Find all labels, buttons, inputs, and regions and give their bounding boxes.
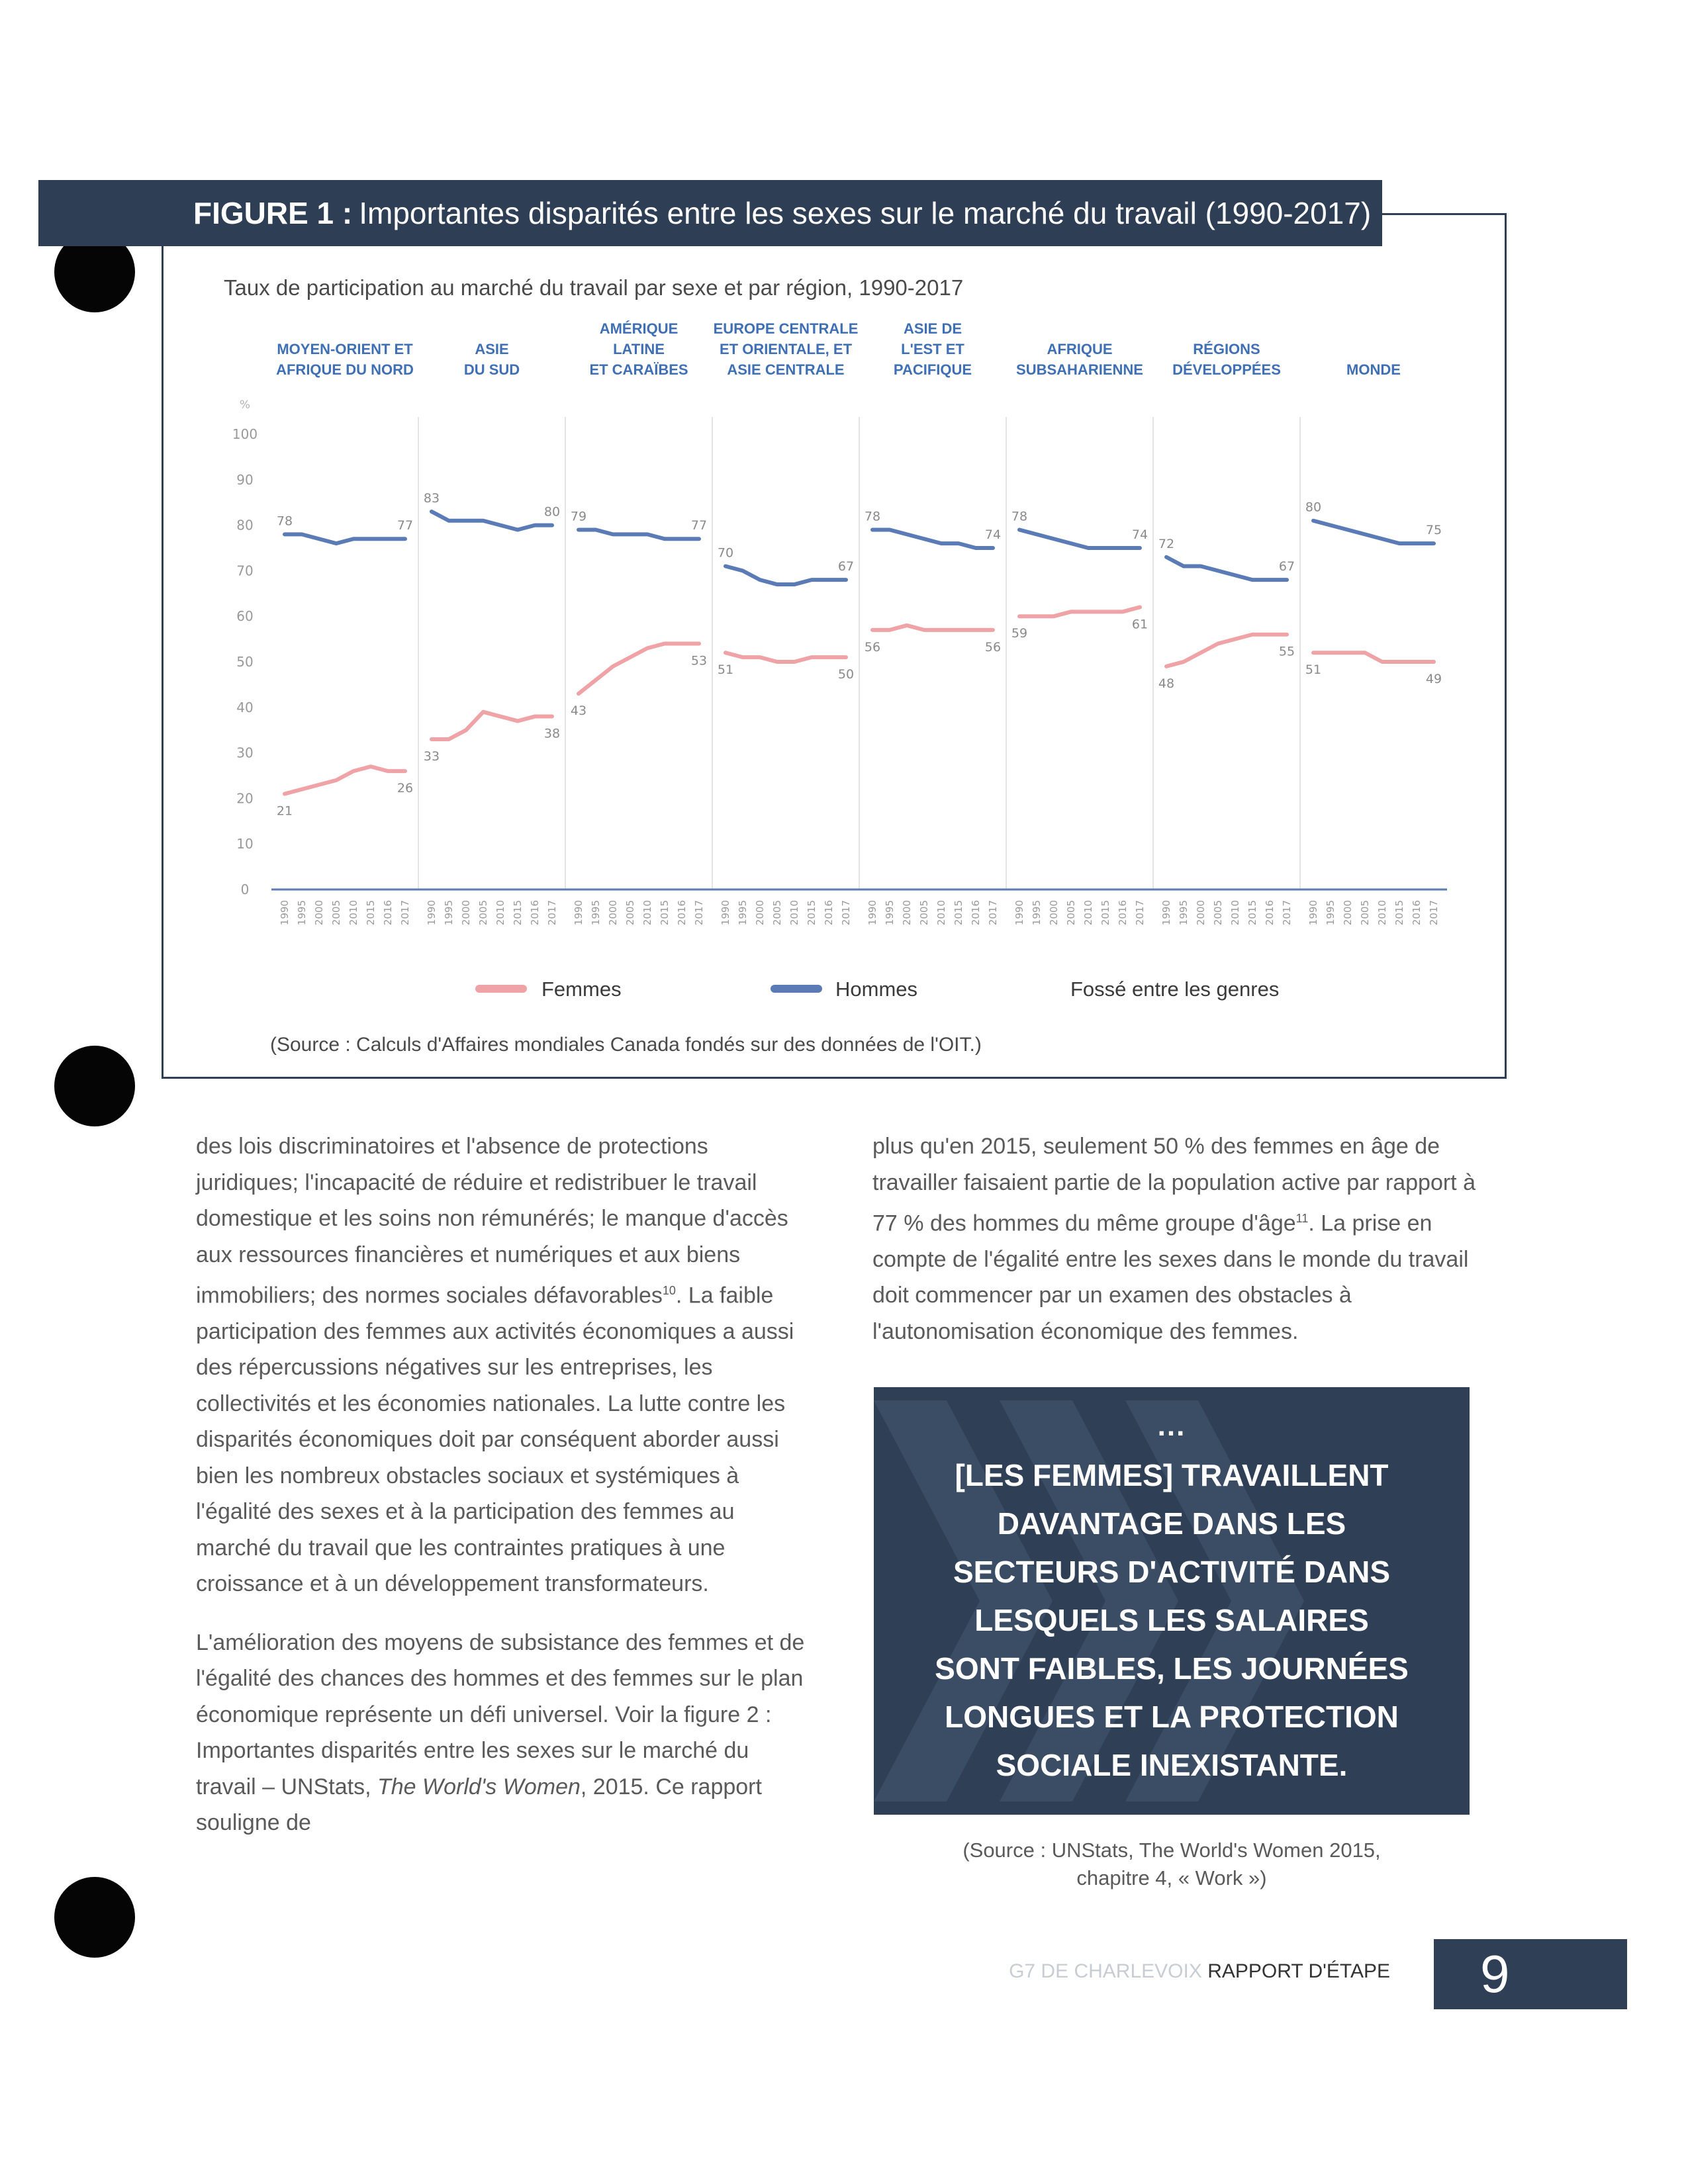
data-label-femmes-end: 50 xyxy=(837,667,855,682)
region-label: ASIE CENTRALE xyxy=(727,361,845,378)
x-tick-label: 2010 xyxy=(1229,900,1241,926)
x-tick-label: 2015 xyxy=(953,900,964,926)
x-tick-label: 2000 xyxy=(754,900,766,926)
x-tick-label: 1995 xyxy=(737,900,749,926)
series-line-femmes xyxy=(432,712,552,739)
x-tick-label: 2017 xyxy=(399,900,411,926)
x-tick-label: 2015 xyxy=(512,900,524,926)
body-right-paragraph-1: plus qu'en 2015, seulement 50 % des femmes en âge de travailler faisaient partie de la population active par rapport à 77 % des hommes du même groupe d'âge$^{11}$. La prise en compte de l'égalité entre les sexes dans le monde du travail doit commencer par un examen des obstacles à l'autonomisation économique des femmes. xyxy=(872,1134,1476,1344)
series-line-femmes xyxy=(579,643,699,694)
data-label-femmes-end: 61 xyxy=(1131,617,1149,632)
region-label: ET CARAÏBES xyxy=(589,361,688,378)
data-label-hommes-start: 70 xyxy=(717,545,734,561)
region-label: PACIFIQUE xyxy=(893,361,972,378)
x-tick-label: 2000 xyxy=(901,900,913,926)
region-label: MOYEN-ORIENT ET xyxy=(277,341,413,357)
x-tick-label: 2016 xyxy=(823,900,835,926)
footer-label: RAPPORT D'ÉTAPE xyxy=(1207,1960,1390,1982)
data-label-hommes-start: 83 xyxy=(423,490,440,506)
data-label-femmes-end: 26 xyxy=(397,781,414,796)
y-tick-label: 0 xyxy=(240,882,250,897)
x-tick-label: 1995 xyxy=(443,900,455,926)
data-label-femmes-end: 53 xyxy=(690,653,708,668)
x-tick-label: 2005 xyxy=(624,900,636,926)
x-tick-label: 2017 xyxy=(840,900,852,926)
footer-report-title xyxy=(1009,1960,1390,1983)
y-tick-label: 100 xyxy=(232,426,258,442)
body-column-left xyxy=(196,1128,812,1864)
data-label-femmes-start: 51 xyxy=(1305,662,1322,678)
x-tick-label: 2010 xyxy=(348,900,359,926)
x-tick-label: 2010 xyxy=(935,900,947,926)
x-tick-label: 2016 xyxy=(1264,900,1276,926)
x-tick-label: 2016 xyxy=(1411,900,1423,926)
data-label-femmes-start: 51 xyxy=(717,662,734,678)
legend-label-gap: Fossé entre les genres xyxy=(1070,978,1280,1001)
region-label: DU SUD xyxy=(463,361,520,378)
quote-source: (Source : UNStats, The World's Women 2015, chapitre 4, « Work ») xyxy=(962,1839,1381,1889)
series-line-hommes xyxy=(726,567,846,585)
x-tick-label: 2005 xyxy=(1212,900,1224,926)
y-tick-label: 80 xyxy=(236,517,254,533)
quote-line: LONGUES ET LA PROTECTION xyxy=(945,1699,1399,1734)
x-tick-label: 1995 xyxy=(884,900,896,926)
y-tick-label: 20 xyxy=(236,790,254,807)
region-label: SUBSAHARIENNE xyxy=(1016,361,1143,378)
region-label: ASIE DE xyxy=(903,320,962,337)
series-line-femmes xyxy=(1019,607,1140,616)
series-line-femmes xyxy=(1313,653,1434,662)
x-tick-label: 2015 xyxy=(365,900,377,926)
data-label-hommes-start: 79 xyxy=(570,509,587,524)
data-label-femmes-start: 56 xyxy=(864,639,881,655)
series-line-hommes xyxy=(872,529,993,548)
y-axis-unit: % xyxy=(239,398,251,412)
x-tick-label: 1990 xyxy=(1013,900,1025,926)
x-tick-label: 2016 xyxy=(970,900,982,926)
x-tick-label: 2015 xyxy=(659,900,671,926)
x-tick-label: 2015 xyxy=(1100,900,1111,926)
series-line-femmes xyxy=(726,653,846,662)
y-tick-label: 90 xyxy=(236,471,254,488)
data-label-hommes-start: 72 xyxy=(1158,536,1175,551)
x-tick-label: 2017 xyxy=(1281,900,1293,926)
data-label-hommes-start: 78 xyxy=(276,514,293,529)
series-line-hommes xyxy=(285,534,405,543)
x-tick-label: 2000 xyxy=(313,900,325,926)
x-tick-label: 2016 xyxy=(529,900,541,926)
x-tick-label: 2005 xyxy=(330,900,342,926)
x-tick-label: 2017 xyxy=(987,900,999,926)
x-tick-label: 2015 xyxy=(1246,900,1258,926)
data-label-hommes-end: 67 xyxy=(1278,559,1295,574)
y-tick-label: 60 xyxy=(236,608,254,625)
x-tick-label: 2000 xyxy=(1195,900,1207,926)
x-tick-label: 1990 xyxy=(279,900,291,926)
x-tick-label: 2010 xyxy=(1082,900,1094,926)
x-tick-label: 2000 xyxy=(1342,900,1354,926)
x-tick-label: 2015 xyxy=(1393,900,1405,926)
legend-label-hommes: Hommes xyxy=(835,978,918,1001)
series-line-hommes xyxy=(432,512,552,530)
binder-hole-bottom xyxy=(54,1877,135,1958)
data-label-hommes-end: 67 xyxy=(837,559,855,574)
x-tick-label: 2005 xyxy=(477,900,489,926)
footer-faint-label: G7 DE CHARLEVOIX xyxy=(1009,1960,1202,1982)
body-column-right xyxy=(872,1128,1481,1372)
data-label-hommes-end: 75 xyxy=(1425,523,1442,538)
x-tick-label: 2005 xyxy=(771,900,783,926)
y-tick-label: 10 xyxy=(236,836,254,852)
series-line-hommes xyxy=(1019,529,1140,548)
x-tick-label: 2005 xyxy=(1065,900,1077,926)
series-line-hommes xyxy=(1313,521,1434,543)
region-label: AFRIQUE xyxy=(1047,341,1113,357)
region-label: DÉVELOPPÉES xyxy=(1172,361,1281,378)
y-tick-label: 70 xyxy=(236,563,254,579)
data-label-hommes-end: 80 xyxy=(543,504,561,520)
x-tick-label: 1995 xyxy=(1325,900,1336,926)
data-label-hommes-start: 78 xyxy=(1011,509,1028,524)
data-label-hommes-end: 74 xyxy=(1131,527,1149,542)
x-tick-label: 1995 xyxy=(590,900,602,926)
x-tick-label: 1995 xyxy=(296,900,308,926)
data-label-femmes-end: 49 xyxy=(1425,672,1442,686)
x-tick-label: 2017 xyxy=(1428,900,1440,926)
data-label-hommes-end: 77 xyxy=(397,518,414,533)
series-line-femmes xyxy=(872,625,993,630)
region-label: LATINE xyxy=(613,341,665,357)
participation-chart xyxy=(0,0,1688,1085)
x-tick-label: 2016 xyxy=(1117,900,1129,926)
y-tick-label: 40 xyxy=(236,699,254,715)
figure-label: FIGURE 1 : xyxy=(193,196,353,230)
region-label: ET ORIENTALE, ET xyxy=(719,341,853,357)
x-tick-label: 2005 xyxy=(1359,900,1371,926)
x-tick-label: 2017 xyxy=(546,900,558,926)
x-tick-label: 2005 xyxy=(918,900,930,926)
y-tick-label: 30 xyxy=(236,745,254,761)
quote-line: SONT FAIBLES, LES JOURNÉES xyxy=(935,1651,1409,1686)
x-tick-label: 2017 xyxy=(693,900,705,926)
data-label-femmes-end: 38 xyxy=(543,726,561,741)
data-label-hommes-end: 74 xyxy=(984,527,1002,542)
data-label-hommes-start: 78 xyxy=(864,509,881,524)
body-left-paragraph-1: des lois discriminatoires et l'absence de protections juridiques; l'incapacité de réduire et redistribuer le travail domestique et les soins non rémunérés; le manque d'accès aux ressources financières et numériques et aux biens immobiliers; des normes sociales défavorables$^{10}$. La faible participation des femmes aux activités économiques a aussi des répercussions négatives sur les entreprises, les collectivités et les économies nationales. La lutte contre les disparités économiques doit par conséquent aborder aussi bien les nombreux obstacles sociaux et systémiques à l'égalité des sexes et à la participation des femmes au marché du travail que les contraintes pratiques à une croissance et à un développement transformateurs. xyxy=(196,1134,794,1597)
data-label-hommes-end: 77 xyxy=(690,518,708,533)
x-tick-label: 1990 xyxy=(1307,900,1319,926)
quote-line: DAVANTAGE DANS LES xyxy=(997,1506,1346,1541)
chart-title: Taux de participation au marché du travail par sexe et par région, 1990-2017 xyxy=(224,275,964,300)
series-line-femmes xyxy=(285,766,405,794)
x-tick-label: 1990 xyxy=(867,900,878,926)
page-number: 9 xyxy=(1434,1939,1627,2009)
data-label-femmes-start: 21 xyxy=(276,803,293,819)
data-label-hommes-start: 80 xyxy=(1305,500,1322,515)
region-label: MONDE xyxy=(1346,361,1401,378)
x-tick-label: 1990 xyxy=(1160,900,1172,926)
x-tick-label: 1990 xyxy=(573,900,585,926)
region-label: AFRIQUE DU NORD xyxy=(276,361,414,378)
region-label: RÉGIONS xyxy=(1193,341,1260,357)
x-tick-label: 2010 xyxy=(494,900,506,926)
pull-quote-text xyxy=(874,1387,1470,1815)
data-label-femmes-start: 48 xyxy=(1158,676,1175,691)
region-label: ASIE xyxy=(475,341,509,357)
x-tick-label: 2010 xyxy=(1376,900,1388,926)
data-label-femmes-end: 56 xyxy=(984,639,1002,655)
region-label: L'EST ET xyxy=(901,341,964,357)
x-tick-label: 2010 xyxy=(788,900,800,926)
series-line-femmes xyxy=(1166,635,1287,666)
quote-line: LESQUELS LES SALAIRES xyxy=(974,1602,1369,1637)
figure-source: (Source : Calculs d'Affaires mondiales Canada fondés sur des données de l'OIT.) xyxy=(270,1034,982,1056)
y-tick-label: 50 xyxy=(236,654,254,670)
x-tick-label: 1995 xyxy=(1178,900,1190,926)
region-label: AMÉRIQUE xyxy=(599,320,679,337)
series-line-hommes xyxy=(1166,557,1287,580)
figure-title: Importantes disparités entre les sexes sur le marché du travail (1990-2017) xyxy=(359,196,1372,230)
region-label: EUROPE CENTRALE xyxy=(713,320,859,337)
quote-line: SOCIALE INEXISTANTE. xyxy=(996,1747,1348,1782)
x-tick-label: 1995 xyxy=(1031,900,1043,926)
series-line-hommes xyxy=(579,529,699,539)
data-label-femmes-start: 43 xyxy=(570,704,587,719)
legend-label-femmes: Femmes xyxy=(541,978,622,1001)
data-label-femmes-end: 55 xyxy=(1278,644,1295,659)
x-tick-label: 1990 xyxy=(720,900,731,926)
data-label-femmes-start: 33 xyxy=(423,749,440,764)
body-left-paragraph-2: L'amélioration des moyens de subsistance des femmes et de l'égalité des chances des hommes et des femmes sur le plan économique représente un défi universel. Voir la figure 2 : Importantes disparités entre les sexes sur le marché du travail – UNStats, The World's Women, 2015. Ce rapport souligne de xyxy=(196,1629,805,1836)
data-label-femmes-start: 59 xyxy=(1011,626,1028,641)
x-tick-label: 2016 xyxy=(676,900,688,926)
x-tick-label: 2010 xyxy=(641,900,653,926)
x-tick-label: 2000 xyxy=(607,900,619,926)
x-tick-label: 2017 xyxy=(1134,900,1146,926)
quote-line: [LES FEMMES] TRAVAILLENT xyxy=(955,1457,1389,1492)
pull-quote-box xyxy=(874,1387,1470,1815)
x-tick-label: 2000 xyxy=(1048,900,1060,926)
x-tick-label: 2015 xyxy=(806,900,818,926)
quote-line: SECTEURS D'ACTIVITÉ DANS xyxy=(953,1554,1391,1589)
x-tick-label: 2016 xyxy=(382,900,394,926)
quote-dots: ... xyxy=(1157,1409,1186,1442)
x-tick-label: 1990 xyxy=(426,900,438,926)
x-tick-label: 2000 xyxy=(460,900,472,926)
